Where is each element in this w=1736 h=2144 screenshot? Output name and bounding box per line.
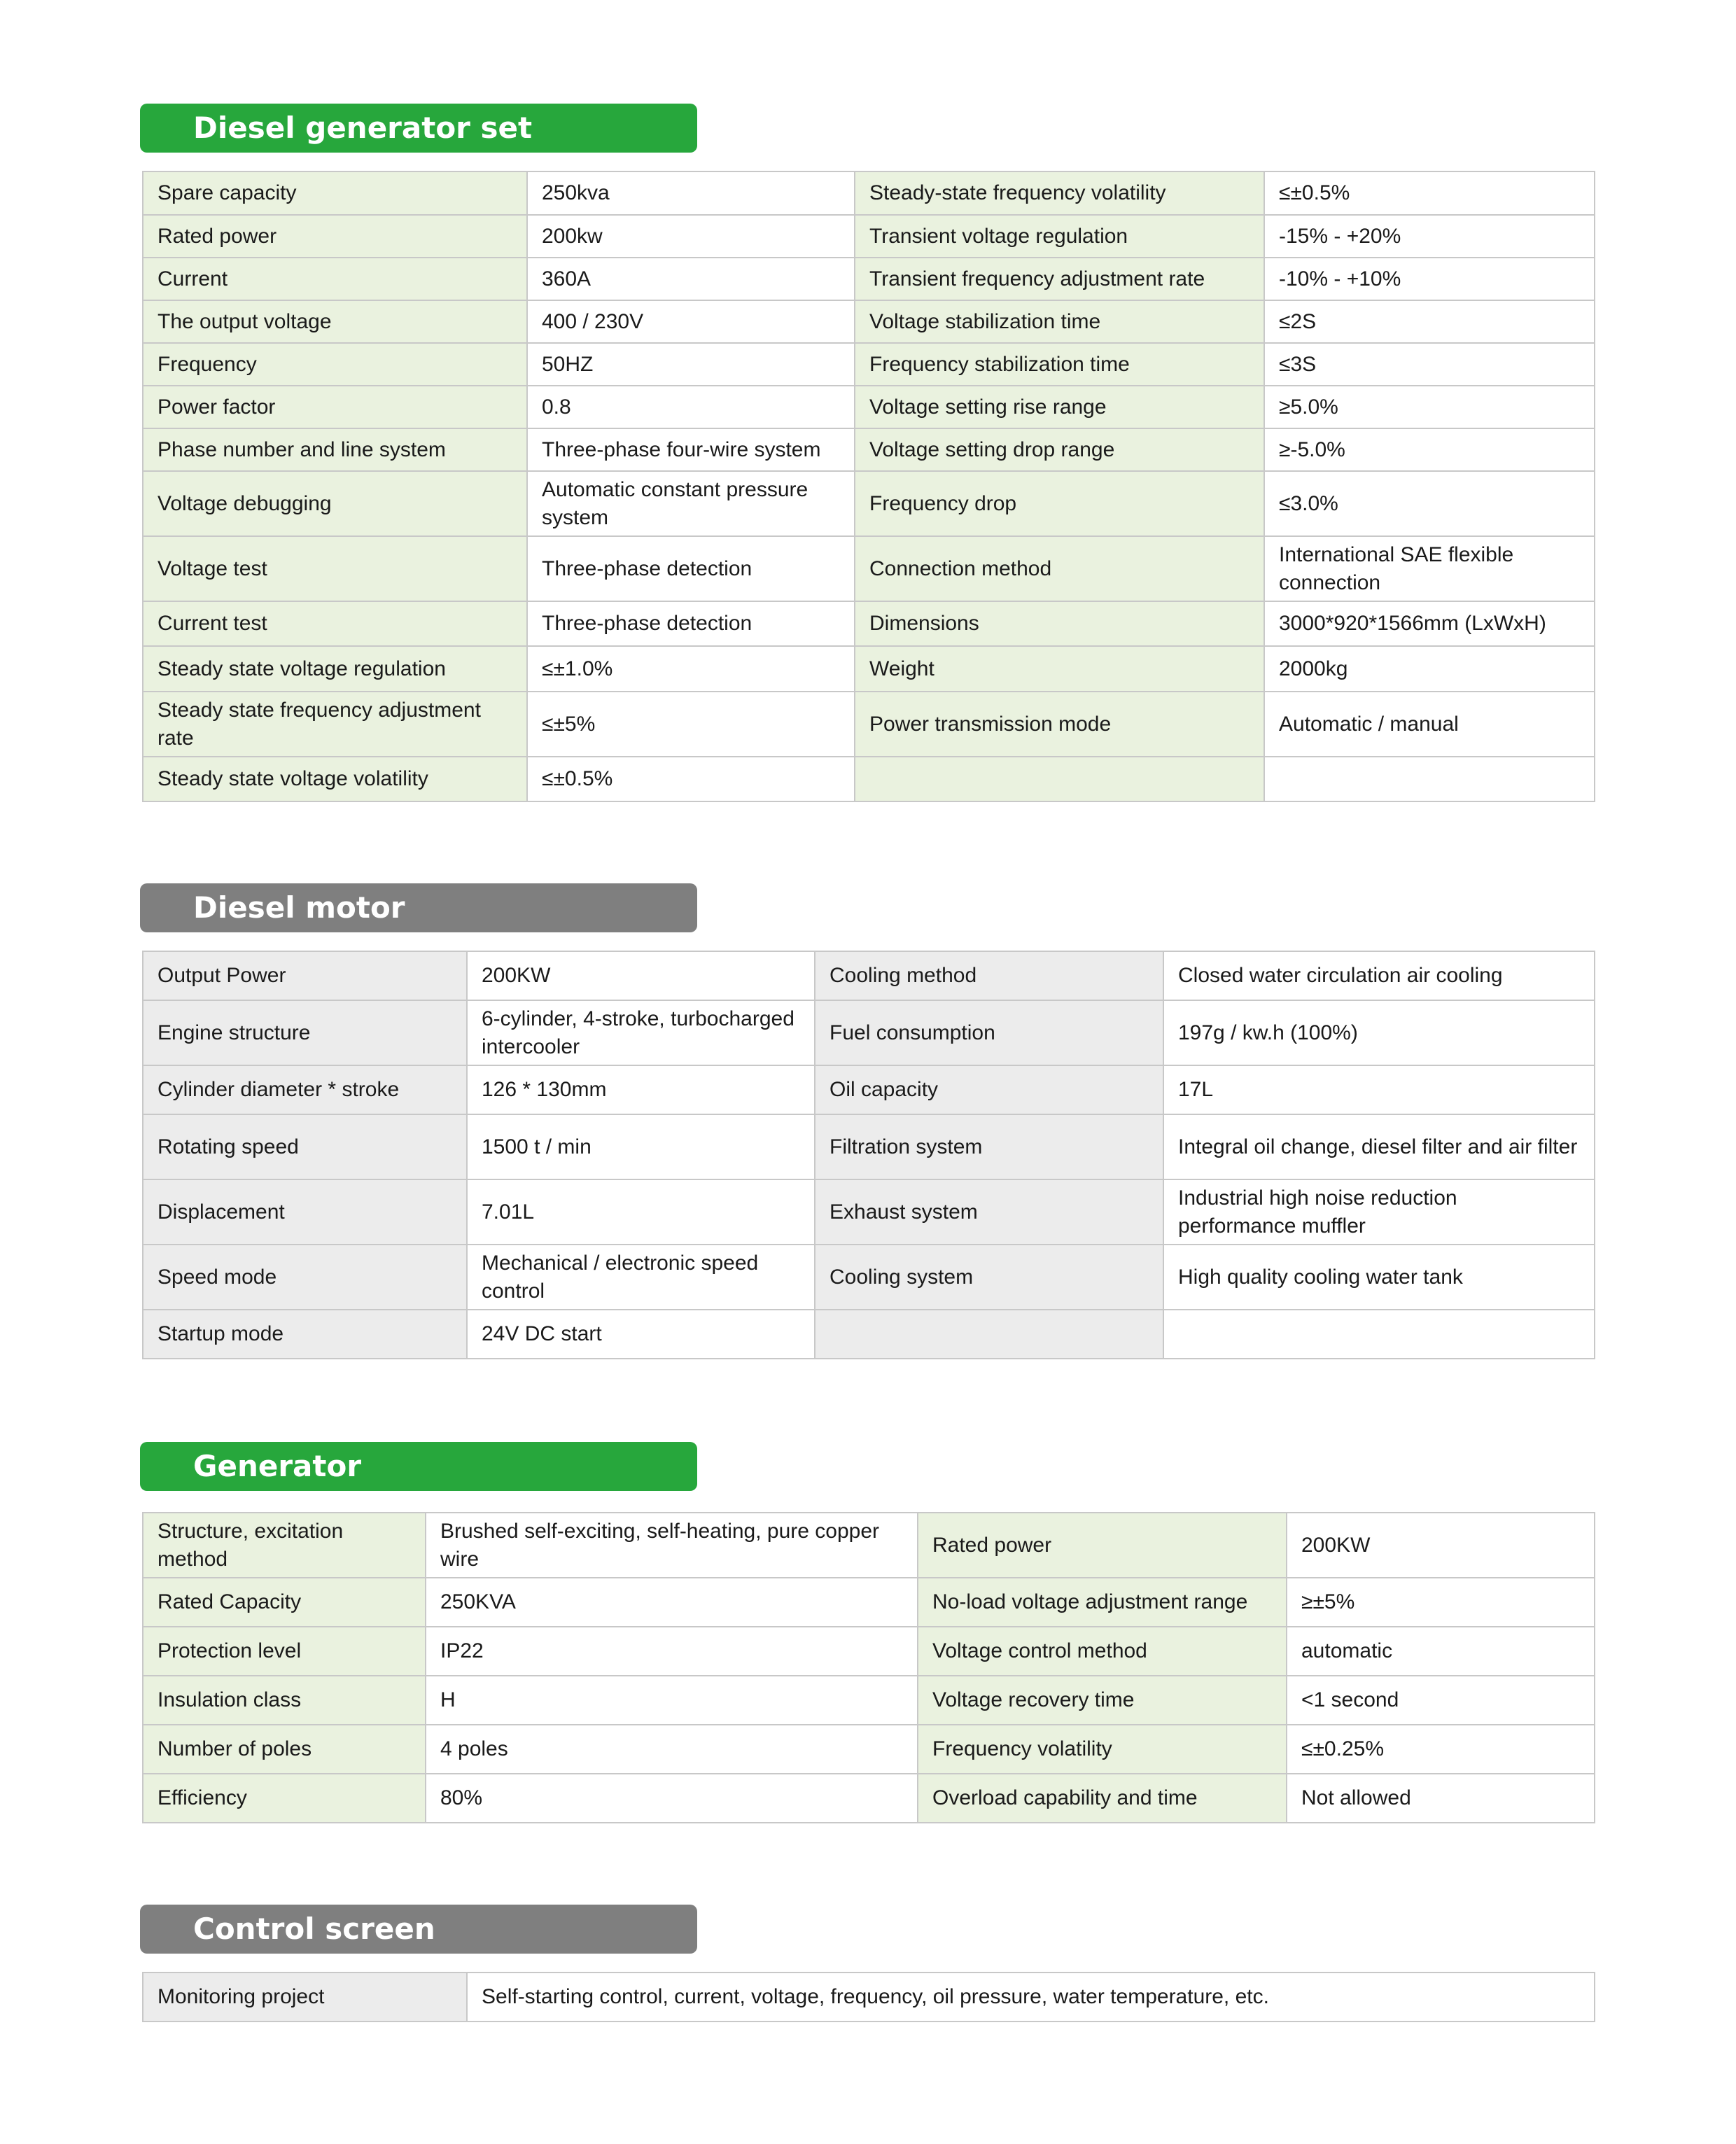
spec-label: Fuel consumption [815,1000,1163,1065]
table-row [143,601,1595,646]
table-row [143,171,1595,215]
spec-value: Three-phase detection [527,536,855,601]
spec-label: Voltage recovery time [918,1676,1287,1725]
spec-label: Voltage test [143,536,527,601]
spec-value: Integral oil change, diesel filter and air filter [1163,1114,1595,1179]
table-row [143,1973,1595,2022]
table-row [143,646,1595,692]
diesel-generator-set-table [142,171,1595,802]
spec-value: <1 second [1287,1676,1595,1725]
table-row [143,1513,1595,1578]
spec-value: 197g / kw.h (100%) [1163,1000,1595,1065]
spec-value: Three-phase four-wire system [527,428,855,471]
spec-label: Dimensions [855,601,1264,646]
spec-label: Steady state frequency adjustment rate [143,692,527,757]
table-row [143,1676,1595,1725]
spec-label: Rated power [143,215,527,258]
section-title-diesel-motor: Diesel motor [140,883,697,932]
spec-value: 4 poles [426,1725,918,1774]
spec-label: Connection method [855,536,1264,601]
spec-label: Filtration system [815,1114,1163,1179]
spec-label: Oil capacity [815,1065,1163,1114]
table-row [143,1725,1595,1774]
spec-label: Exhaust system [815,1179,1163,1245]
spec-label: Power transmission mode [855,692,1264,757]
generator-table [142,1512,1595,1823]
spec-value: 7.01L [467,1179,815,1245]
spec-value: Closed water circulation air cooling [1163,951,1595,1000]
spec-value: ≤3.0% [1264,471,1595,536]
diesel-motor-table [142,951,1595,1359]
spec-label: Overload capability and time [918,1774,1287,1823]
spec-value [1163,1310,1595,1359]
table-row [143,951,1595,1000]
spec-label: Protection level [143,1627,426,1676]
spec-label: Efficiency [143,1774,426,1823]
spec-value: Industrial high noise reduction performance muffler [1163,1179,1595,1245]
spec-value: -15% - +20% [1264,215,1595,258]
spec-label: Cooling system [815,1245,1163,1310]
table-row [143,1627,1595,1676]
spec-label: Displacement [143,1179,467,1245]
spec-value: H [426,1676,918,1725]
spec-value: Three-phase detection [527,601,855,646]
table-row [143,471,1595,536]
table-row [143,536,1595,601]
spec-label: Power factor [143,386,527,428]
spec-value: Mechanical / electronic speed control [467,1245,815,1310]
spec-label: Current [143,258,527,300]
spec-label: Rotating speed [143,1114,467,1179]
spec-value: ≤2S [1264,300,1595,343]
spec-label: Rated Capacity [143,1578,426,1627]
spec-value: ≤±5% [527,692,855,757]
spec-label: Frequency [143,343,527,386]
spec-value: 200kw [527,215,855,258]
spec-label: Structure, excitation method [143,1513,426,1578]
spec-label: Frequency stabilization time [855,343,1264,386]
spec-value: 200KW [1287,1513,1595,1578]
spec-label: Frequency volatility [918,1725,1287,1774]
spec-value: High quality cooling water tank [1163,1245,1595,1310]
spec-label: Transient frequency adjustment rate [855,258,1264,300]
table-row [143,1065,1595,1114]
spec-value: 360A [527,258,855,300]
spec-value: ≤±1.0% [527,646,855,692]
table-row [143,1179,1595,1245]
spec-label: Rated power [918,1513,1287,1578]
spec-value: ≤3S [1264,343,1595,386]
spec-value: Automatic / manual [1264,692,1595,757]
spec-value: ≤±0.5% [527,757,855,801]
spec-value: ≥5.0% [1264,386,1595,428]
control-screen-table [142,1972,1595,2022]
spec-label: The output voltage [143,300,527,343]
spec-value: Automatic constant pressure system [527,471,855,536]
spec-label: Frequency drop [855,471,1264,536]
spec-value: 17L [1163,1065,1595,1114]
table-row [143,1000,1595,1065]
spec-value: 24V DC start [467,1310,815,1359]
spec-label: Current test [143,601,527,646]
spec-label: Steady state voltage volatility [143,757,527,801]
spec-label: Transient voltage regulation [855,215,1264,258]
spec-value: 200KW [467,951,815,1000]
spec-value [1264,757,1595,801]
spec-value: ≤±0.5% [1264,171,1595,215]
spec-value: ≤±0.25% [1287,1725,1595,1774]
spec-label: Startup mode [143,1310,467,1359]
spec-value: 126 * 130mm [467,1065,815,1114]
section-title-control-screen: Control screen [140,1905,697,1954]
table-row [143,692,1595,757]
spec-label: Phase number and line system [143,428,527,471]
spec-label: Weight [855,646,1264,692]
table-row [143,215,1595,258]
spec-label: Engine structure [143,1000,467,1065]
spec-value: 250kva [527,171,855,215]
table-row [143,343,1595,386]
spec-value: automatic [1287,1627,1595,1676]
table-row [143,1774,1595,1823]
spec-label: Steady state voltage regulation [143,646,527,692]
spec-value: 400 / 230V [527,300,855,343]
spec-label: Speed mode [143,1245,467,1310]
spec-label [815,1310,1163,1359]
spec-value: ≥±5% [1287,1578,1595,1627]
spec-value: 6-cylinder, 4-stroke, turbocharged intercooler [467,1000,815,1065]
spec-value: 0.8 [527,386,855,428]
spec-label: Output Power [143,951,467,1000]
table-row [143,386,1595,428]
spec-label: Voltage control method [918,1627,1287,1676]
spec-value: 250KVA [426,1578,918,1627]
table-row [143,1114,1595,1179]
spec-value: International SAE flexible connection [1264,536,1595,601]
spec-label [855,757,1264,801]
spec-value: 2000kg [1264,646,1595,692]
spec-label: Voltage setting rise range [855,386,1264,428]
spec-label: Voltage debugging [143,471,527,536]
table-row [143,1310,1595,1359]
section-title-generator: Generator [140,1442,697,1491]
spec-label: Voltage stabilization time [855,300,1264,343]
spec-label: No-load voltage adjustment range [918,1578,1287,1627]
spec-label: Spare capacity [143,171,527,215]
spec-label: Number of poles [143,1725,426,1774]
spec-label: Monitoring project [143,1973,467,2022]
table-row [143,757,1595,801]
table-row [143,428,1595,471]
spec-label: Steady-state frequency volatility [855,171,1264,215]
spec-label: Voltage setting drop range [855,428,1264,471]
spec-label: Cooling method [815,951,1163,1000]
spec-label: Insulation class [143,1676,426,1725]
table-row [143,258,1595,300]
spec-label: Cylinder diameter * stroke [143,1065,467,1114]
table-row [143,300,1595,343]
spec-value: -10% - +10% [1264,258,1595,300]
spec-value: 3000*920*1566mm (LxWxH) [1264,601,1595,646]
spec-value: IP22 [426,1627,918,1676]
table-row [143,1245,1595,1310]
spec-value: 1500 t / min [467,1114,815,1179]
spec-value: Not allowed [1287,1774,1595,1823]
spec-value: Self-starting control, current, voltage, frequency, oil pressure, water temperature, etc. [467,1973,1595,2022]
spec-value: ≥-5.0% [1264,428,1595,471]
section-title-diesel-generator-set: Diesel generator set [140,104,697,153]
spec-value: 80% [426,1774,918,1823]
spec-value: 50HZ [527,343,855,386]
table-row [143,1578,1595,1627]
spec-value: Brushed self-exciting, self-heating, pure copper wire [426,1513,918,1578]
